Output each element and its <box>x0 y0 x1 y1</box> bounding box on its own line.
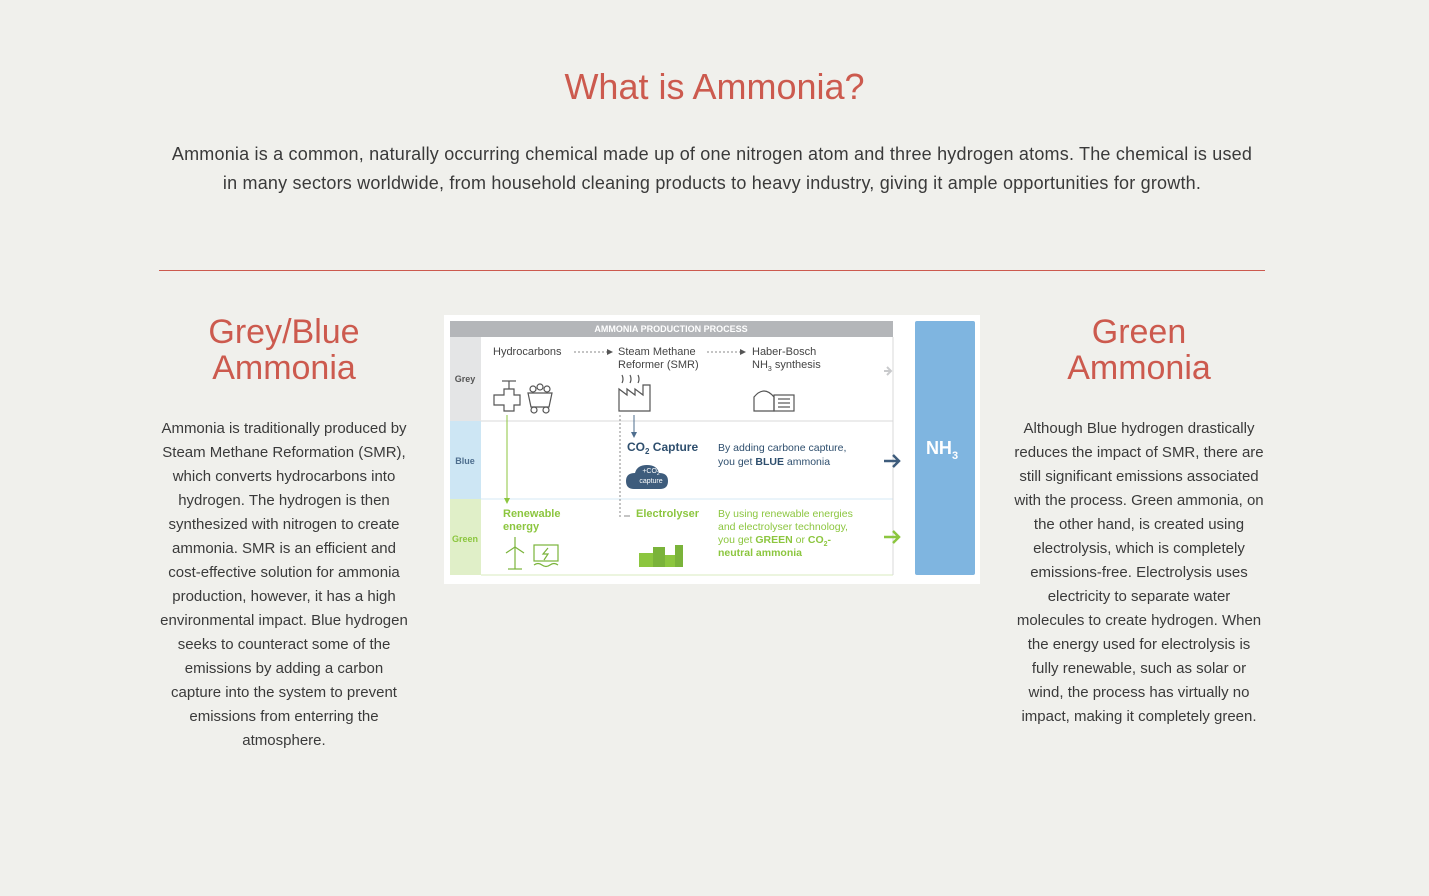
arrow-head-icon <box>607 349 613 355</box>
blue-desc-line1: By adding carbone capture, <box>718 442 847 454</box>
grey-blue-title-line1: Grey/Blue <box>208 313 360 351</box>
diagram-svg <box>444 315 980 584</box>
hydrocarbons-label: Hydrocarbons <box>493 346 562 358</box>
grey-row-label: Grey <box>454 374 476 384</box>
intro-paragraph: Ammonia is a common, naturally occurring chemical made up of one nitrogen atom and three hydrogen atoms. The chemical is used in many sectors worldwide, from household cleaning products to heavy industry, giving it ample opportunities for growth. <box>171 144 1253 193</box>
smr-label-line1: Steam Methane <box>618 346 696 358</box>
electrolyser-label: Electrolyser <box>636 508 699 520</box>
smr-label-line2: Reformer (SMR) <box>618 359 699 371</box>
green-ammonia-text: Although Blue hydrogen drastically reduces the impact of SMR, there are still significant emissions associated with the process. Green ammonia, on the other hand, is created using electrolysis, which is completely emissions-free. Electrolysis uses electricity to separate water molecules to create hydrogen. When the energy used for electrolysis is fully renewable, such as solar or wind, the process has virtually no impact, making it completely green. <box>1014 420 1264 725</box>
haber-label-line1: Haber-Bosch <box>752 346 817 358</box>
coal-cart-icon <box>528 384 552 413</box>
page-title: What is Ammonia? <box>564 66 865 107</box>
ammonia-production-diagram <box>444 315 980 584</box>
cloud-text-line1: $+CO_2$ <box>642 468 660 477</box>
arrow-head-icon <box>631 432 637 438</box>
green-desc-line2: and electrolyser technology, <box>718 521 848 533</box>
arrow-head-icon <box>504 498 510 504</box>
wind-turbine-icon <box>506 537 524 569</box>
green-title-line2: Ammonia <box>1067 349 1211 387</box>
blue-output-arrow-icon <box>884 455 899 467</box>
grey-blue-title-line2: Ammonia <box>212 349 356 387</box>
grey-output-arrow-icon <box>884 367 891 375</box>
green-row-label: Green <box>451 534 479 544</box>
cloud-text-line2: capture <box>639 478 663 485</box>
haber-plant-icon <box>754 391 794 411</box>
nh3-label: $NH_3$ <box>925 438 959 462</box>
blue-row-label: Blue <box>455 456 475 466</box>
arrow-head-icon <box>740 349 746 355</box>
grey-blue-ammonia-title <box>144 314 424 386</box>
renewable-label-line1: Renewable <box>503 508 561 520</box>
factory-icon <box>619 375 650 411</box>
haber-label-line2: $NH_3$ synthesis <box>752 359 821 373</box>
renewable-label-line2: energy <box>503 521 540 533</box>
diagram-heading: AMMONIA PRODUCTION PROCESS <box>594 324 748 334</box>
green-ammonia-title <box>999 314 1279 386</box>
green-output-arrow-icon <box>884 531 899 543</box>
green-desc-line1: By using renewable energies <box>718 508 853 520</box>
section-divider <box>159 270 1265 271</box>
blue-desc-line2: you get BLUE ammonia <box>718 456 831 468</box>
electrolyser-plant-icon <box>639 545 683 567</box>
green-desc-line3: you get GREEN or $CO_2-$ <box>718 534 832 548</box>
green-title-line1: Green <box>1091 313 1187 351</box>
grey-blue-ammonia-text: Ammonia is traditionally produced by Steam Methane Reformation (SMR), which converts hydrocarbons into hydrogen. The hydrogen is then synthesized with nitrogen to create ammonia. SMR is an efficient and cost-effective solution for ammonia production, however, it has a high environmental impact. Blue hydrogen seeks to counteract some of the emissions by adding a carbon capture into the system to prevent emissions from enterring the atmosphere. <box>160 420 408 749</box>
solar-panel-icon <box>534 545 558 567</box>
gas-valve-icon <box>494 381 520 411</box>
co2-capture-label: $CO_2$ Capture <box>627 440 699 456</box>
green-desc-line4: neutral ammonia <box>718 547 803 559</box>
